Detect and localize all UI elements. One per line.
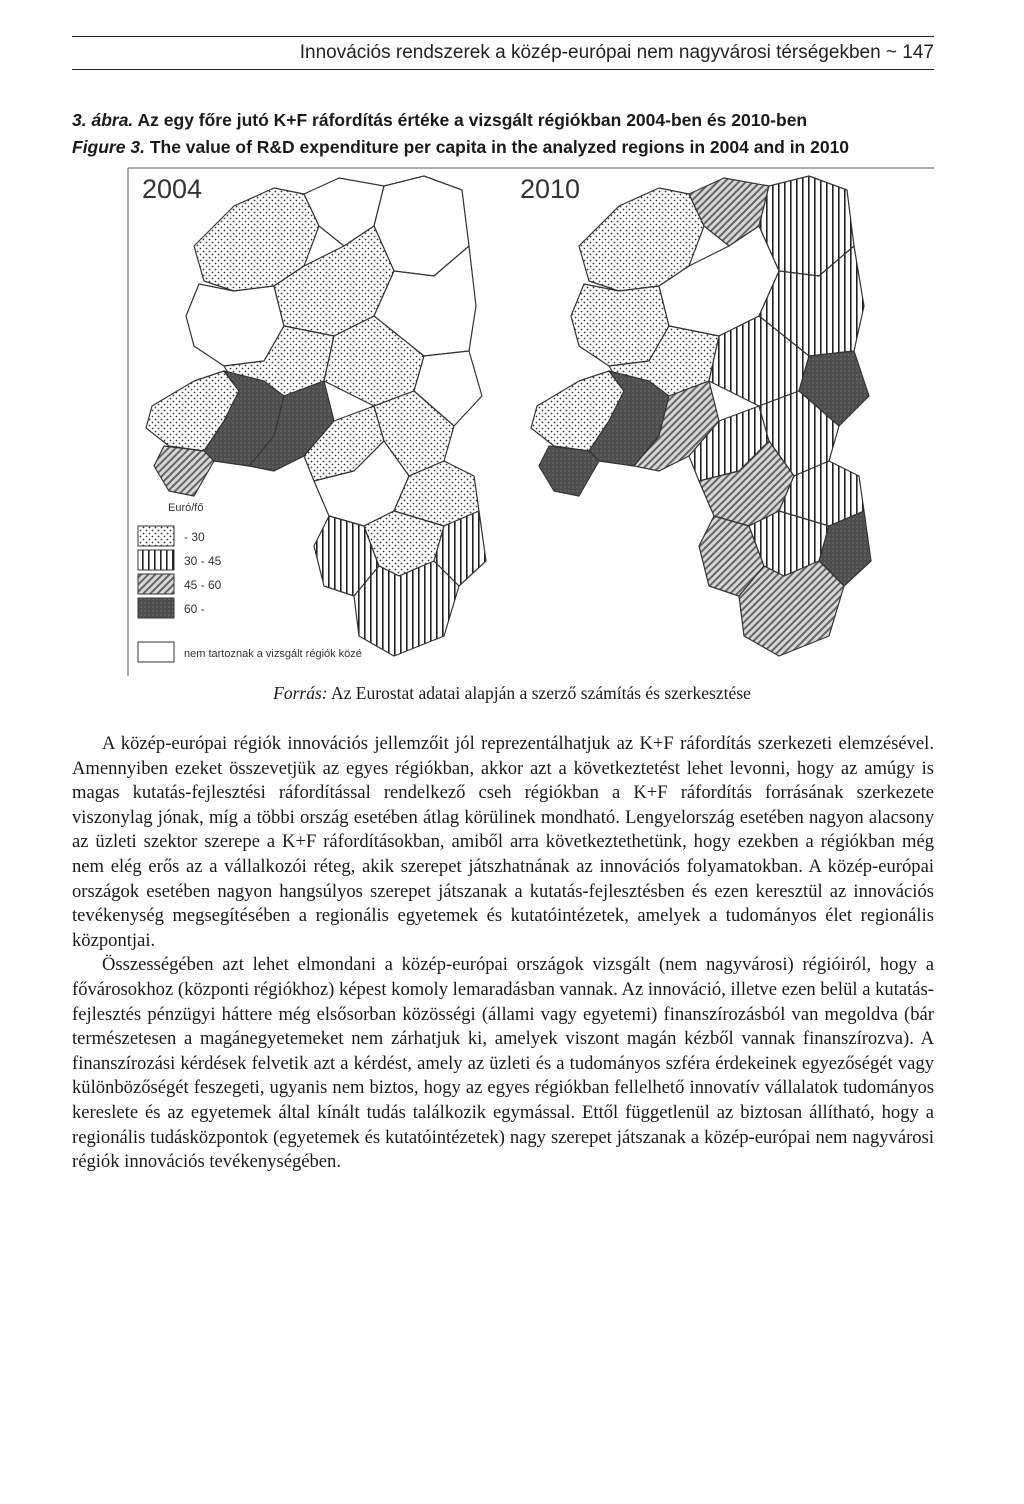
caption-en-text: The value of R&D expenditure per capita in the analyzed regions in 2004 and in 2010 (149, 137, 850, 157)
legend-swatch-2 (138, 550, 174, 570)
legend-title: Euró/fő (168, 502, 204, 514)
legend-label-empty: nem tartoznak a vizsgált régiók közé (184, 648, 362, 660)
source-text: Az Eurostat adatai alapján a szerző számítás és szerkesztése (331, 683, 751, 703)
running-title: Innovációs rendszerek a közép-európai nem nagyvárosi térségekben ~ 147 (299, 42, 934, 63)
map-2010-year: 2010 (520, 174, 581, 204)
legend-swatch-3 (138, 574, 174, 594)
caption-hungarian (72, 110, 807, 131)
map-2004-year: 2004 (142, 174, 203, 204)
running-header (72, 36, 934, 70)
source-label: Forrás: (273, 683, 328, 703)
region-2004-cz-southwest (154, 446, 214, 496)
paragraph-2: Összességében azt lehet elmondani a közép-európai országok vizsgált (nem nagyvárosi) régióiról, hogy a fővárosokhoz (központi régiókhoz) képest komoly lemaradásban vannak. Az innováció, illetve ezen belül a kutatás-fejlesztés pénzügyi háttere még elsősorban közösségi (állami vagy egyetemi) finanszírozásból van megoldva (bár természetesen a magánegyetemeket nem zárhatjuk ki, amelyek viszont magán kézből vannak finanszírozva). A finanszírozási kérdések felvetik azt a kérdést, amely az üzleti és a tudományos szféra érdekeinek egyezőségét vagy különbözőségét feszegeti, ugyanis nem biztos, hogy az egyes régiókban fellelhető innovatív vállalatok tudományos kereslete és az egyetemek által kínált tudás találkozik egymással. Ettől függetlenül az biztosan állítható, hogy a regionális tudásközpontok (egyetemek és kutatóintézetek) nagy szerepet játszanak a közép-európai nem nagyvárosi régiók innovációs tevékenységében. (72, 954, 934, 1173)
legend-label-3: 45 - 60 (184, 578, 222, 592)
figure-source (0, 683, 1024, 704)
figure-maps (124, 166, 936, 680)
caption-english (72, 137, 849, 158)
legend-swatch-1 (138, 526, 174, 546)
maps-svg (124, 166, 936, 680)
region-2010-cz-southwest (539, 446, 599, 496)
map-2010 (531, 176, 871, 656)
legend-label-4: 60 - (184, 602, 205, 616)
legend-label-2: 30 - 45 (184, 554, 222, 568)
body-text (72, 732, 934, 1175)
caption-hu-text: Az egy főre jutó K+F ráfordítás értéke a vizsgált régiókban 2004-ben és 2010-ben (137, 110, 808, 130)
legend-swatch-empty (138, 642, 174, 662)
paragraph-1: A közép-európai régiók innovációs jellemzőit jól reprezentálhatjuk az K+F ráfordítás szerkezeti elemzésével. Amennyiben ezeket összevetjük az egyes régiókban, akkor azt a következtetést lehet levonni, hogy az amúgy is magas kutatás-fejlesztési ráfordítással rendelkező cseh régiókban a K+F ráfordítás forrásának szerkezete viszonylag jónak, míg a többi ország esetében átlag körülinek mondható. Lengyelország esetében nagyon alacsony az üzleti szektor szerepe a K+F ráfordításokban, amiből arra következtethetünk, hogy ezekben a régiókban még nem elég erős az a vállalkozói réteg, akik szerepet játszhatnának az innovációs folyamatokban. A közép-európai országok esetében nagyon hangsúlyos szerepet játszanak a kutatás-fejlesztésben és ezen keresztül az innovációs tevékenység megsegítésében a regionális egyetemek és kutatóintézetek, amelyek a tudományos élet regionális központjai. (72, 733, 934, 951)
caption-hu-label: 3. ábra. (72, 110, 134, 130)
legend-label-1: - 30 (184, 530, 205, 544)
legend-swatch-4 (138, 598, 174, 618)
caption-en-label: Figure 3. (72, 137, 145, 157)
